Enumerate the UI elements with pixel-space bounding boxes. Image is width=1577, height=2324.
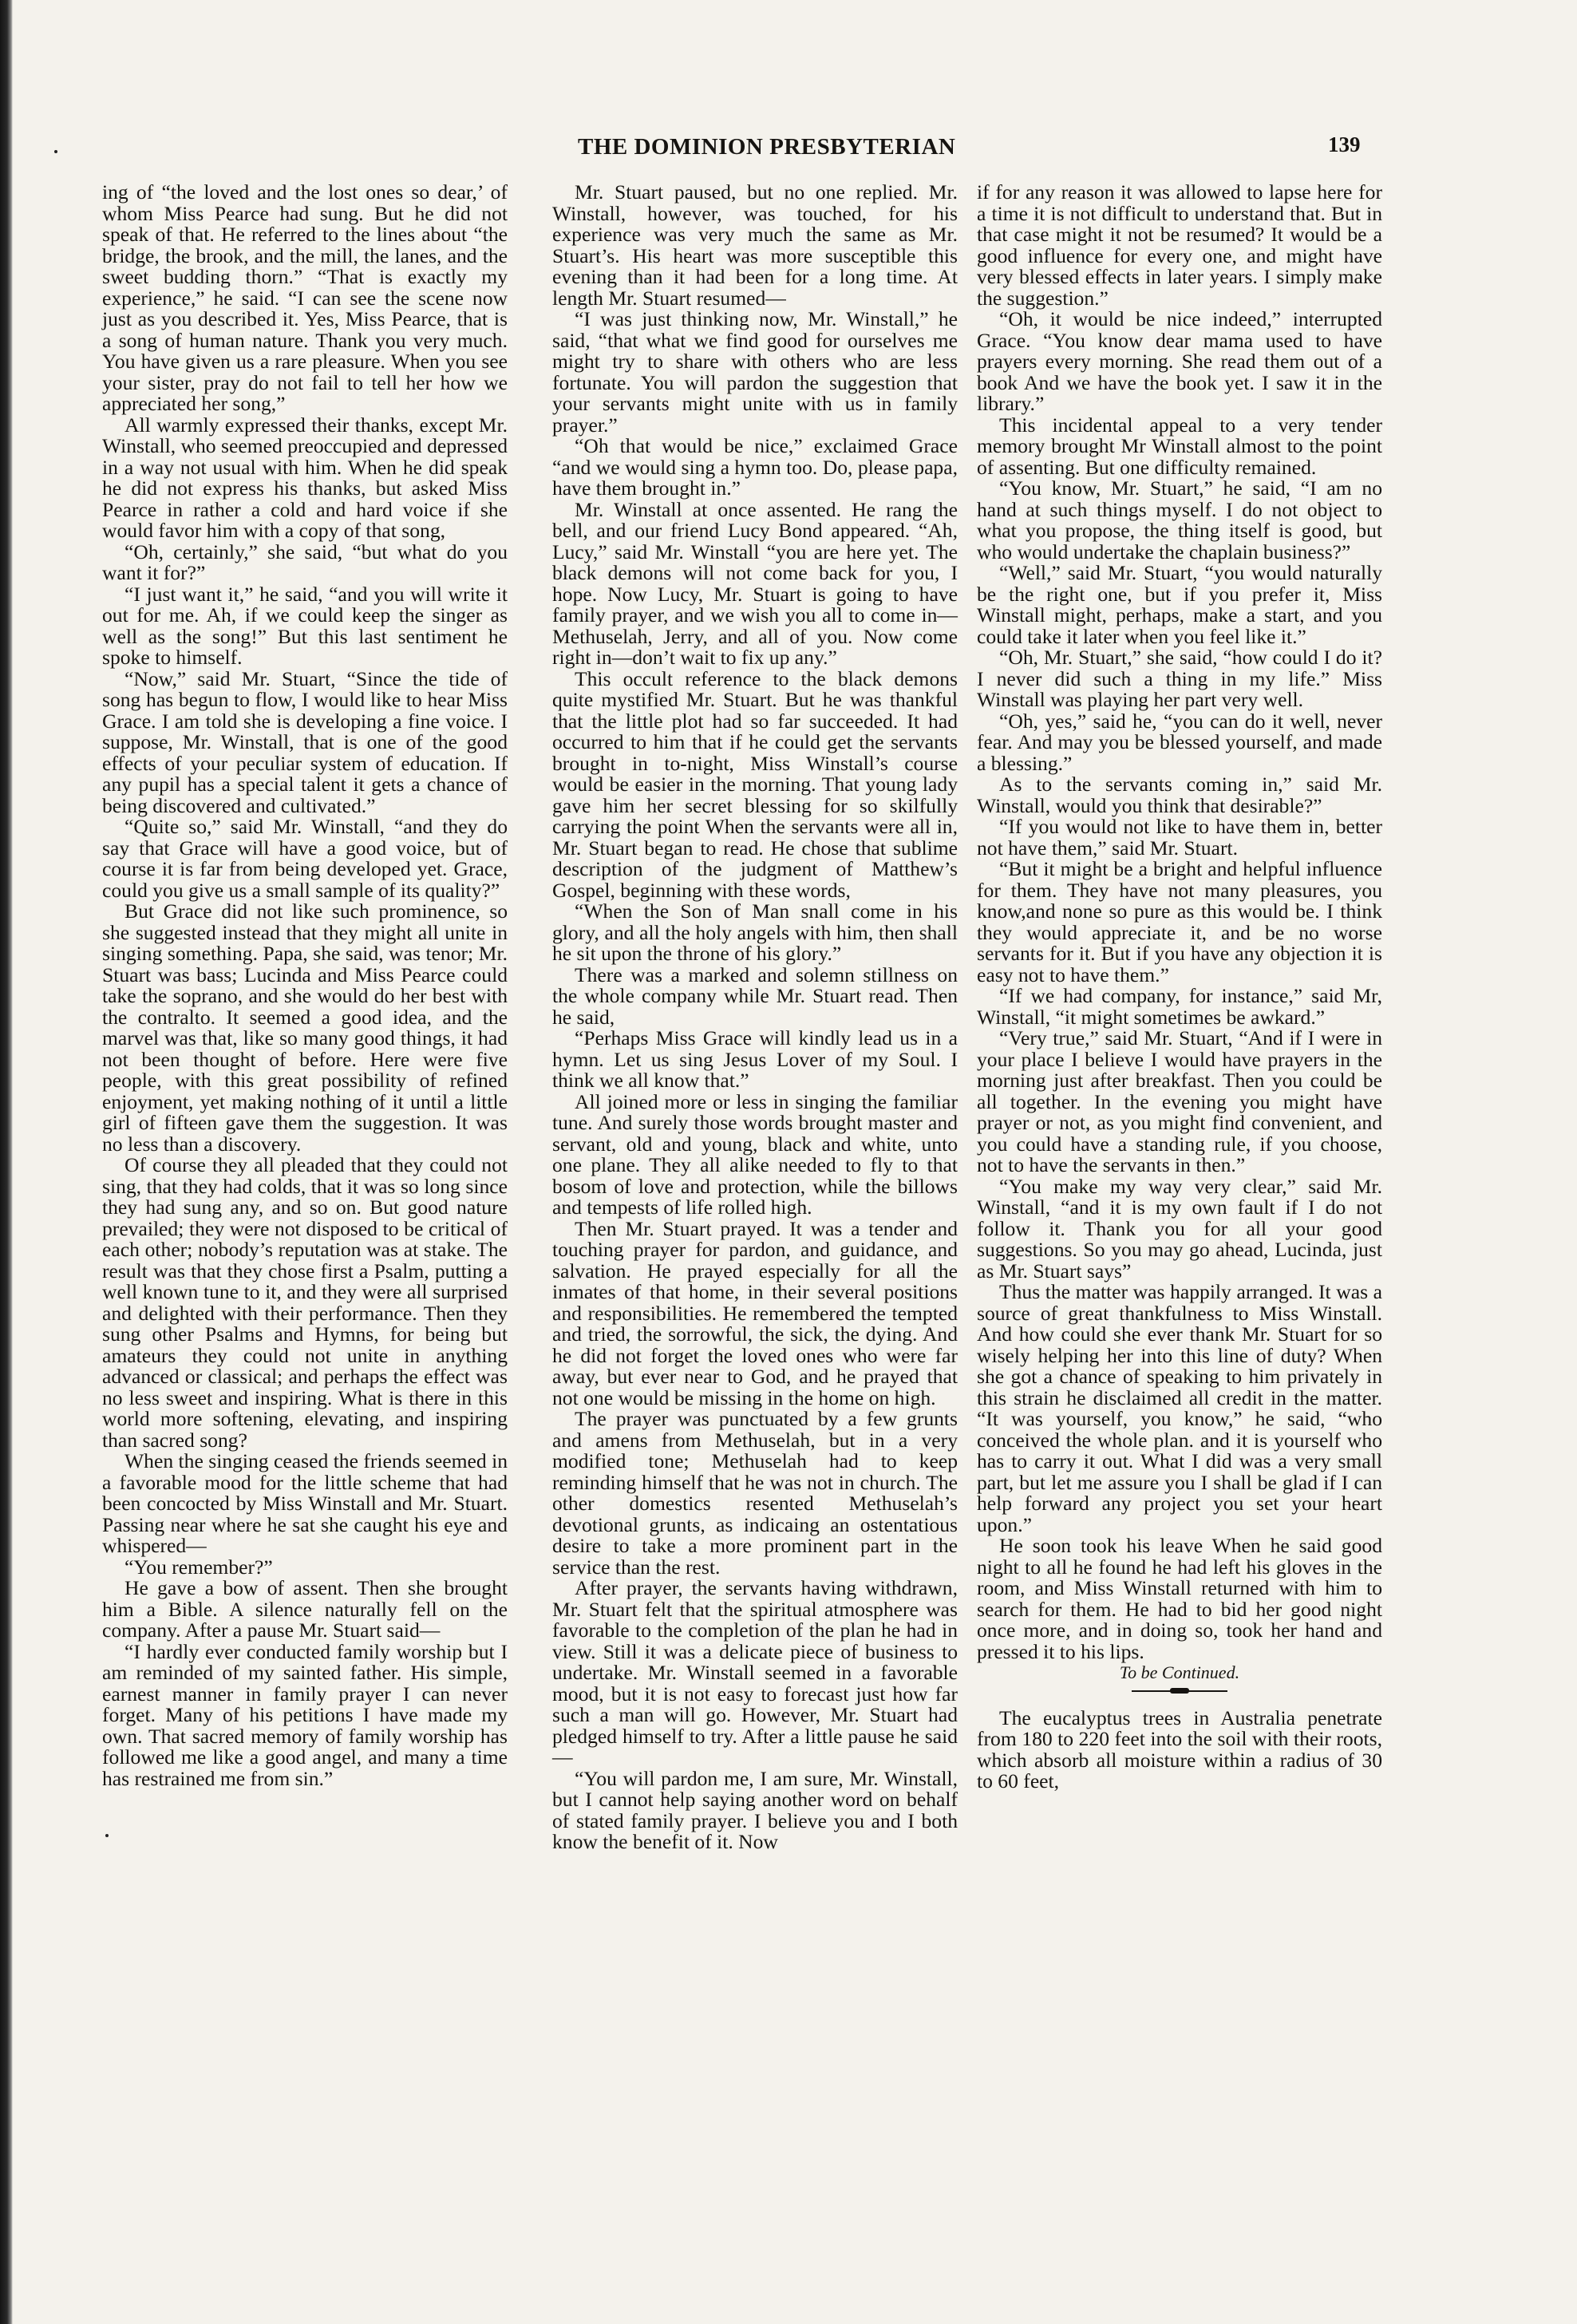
paragraph: “Well,” said Mr. Stuart, “you would naturally be the right one, but if you prefer it, Miss Winstall might, perhaps, make a start, and you could take it later when you feel like it.” — [977, 561, 1382, 648]
paragraph: ing of “the loved and the lost ones so dear,’ of whom Miss Pearce had sung. But he did not speak of that. He referred to the lines about “the bridge, the brook, and the mill, the lanes, and the sweet budding thorn.” “That is exactly my experience,” he said. “I can see the scene now just as you described it. Yes, Miss Pearce, that is a song of human nature. Thank you very much. You have given us a rare pleasure. When you see your sister, pray do not fail to tell her how we appreciated her song,” — [102, 180, 508, 415]
paragraph: Thus the matter was happily arranged. It was a source of great thankfulness to Miss Winstall. And how could she ever thank Mr. Stuart for so wisely helping her into this line of duty? When she got a chance of speaking to him privately in this strain he disclaimed all credit in the matter. “It was yourself, you know,” he said, “who conceived the whole plan. and it is yourself who has to carry it out. What I did was a very small part, but let me assure you I shall be glad if I can help forward any project you set your heart upon.” — [977, 1280, 1382, 1536]
paragraph: All joined more or less in singing the familiar tune. And surely those words brought master and servant, old and young, black and white, unto one plane. They all alike needed to fly to that bosom of love and protection, while the billows and tempests of life rolled high. — [552, 1089, 958, 1219]
paragraph: This occult reference to the black demons quite mystified Mr. Stuart. But he was thankful that the little plot had so far succeeded. It had occurred to him that if he could get the servants brought in to-night, Miss Winstall’s course would be easier in the morning. That young lady gave him her secret blessing for so skilfully carrying the point When the servants were all in, Mr. Stuart began to read. He chose that sublime description of the judgment of Matthew’s Gospel, beginning with these words, — [552, 666, 958, 902]
paragraph: “Oh, certainly,” she said, “but what do you want it for?” — [102, 540, 508, 584]
text-column-2 — [552, 182, 958, 1853]
paragraph: “Very true,” said Mr. Stuart, “And if I were in your place I believe I would have prayers in the morning just after breakfast. Then you could be all together. In the evening you might have prayer or not, as you might find convenient, and you could have a standing rule, if you choose, not to have the servants in then.” — [977, 1026, 1382, 1176]
paragraph: Mr. Stuart paused, but no one replied. Mr. Winstall, however, was touched, for his experience was very much the same as Mr. Stuart’s. His heart was more susceptible this evening than it had been for a long time. At length Mr. Stuart resumed— — [552, 180, 958, 310]
paragraph: “Perhaps Miss Grace will kindly lead us in a hymn. Let us sing Jesus Lover of my Soul. I think we all know that.” — [552, 1026, 958, 1092]
filler-note: The eucalyptus trees in Australia penetrate from 180 to 220 feet into the soil with their roots, which absorb all moisture within a radius of 30 to 60 feet, — [977, 1705, 1382, 1792]
ornamental-divider — [1132, 1687, 1227, 1695]
paragraph: Then Mr. Stuart prayed. It was a tender and touching prayer for pardon, and guidance, and salvation. He prayed especially for all the inmates of that home, in their several positions and responsibilities. He remembered the tempted and tried, the sorrowful, the sick, the dying. And he did not forget the loved ones who were far away, but ever near to God, and he prayed that not one would be missing in the home on high. — [552, 1216, 958, 1409]
page-gutter-shadow — [0, 0, 13, 2324]
paragraph: “I just want it,” he said, “and you will write it out for me. Ah, if we could keep the singer as well as the song!” But this last sentiment he spoke to himself. — [102, 582, 508, 669]
paragraph: “You remember?” — [125, 1555, 273, 1579]
paragraph: There was a marked and solemn stillness on the whole company while Mr. Stuart read. Then he said, — [552, 962, 958, 1029]
paragraph: “I was just thinking now, Mr. Winstall,” he said, “that what we find good for ourselves me might try to share with others who are less fortunate. You will pardon the suggestion that your servants might unite with us in family prayer.” — [552, 307, 958, 437]
paragraph: “Oh, it would be nice indeed,” interrupted Grace. “You know dear mama used to have prayers every morning. She read them out of a book And we have the book yet. I saw it in the library.” — [977, 307, 1382, 415]
paragraph: He soon took his leave When he said good night to all he found he had left his gloves in the room, and Miss Winstall returned with him to search for them. He had to bid her good night once more, and in doing so, took her hand and pressed it to his lips. — [977, 1534, 1382, 1663]
ink-speck — [105, 1834, 109, 1837]
page-header — [184, 134, 1421, 182]
paragraph: “If we had company, for instance,” said Mr, Winstall, “it might sometimes be awkard.” — [977, 984, 1382, 1029]
paragraph: “I hardly ever conducted family worship but I am reminded of my sainted father. His simple, earnest manner in family prayer I can never forget. Many of his petitions I have made my own. That sacred memory of family worship has followed me like a good angel, and many a time has restrained me from sin.” — [102, 1639, 508, 1790]
paragraph: But Grace did not like such prominence, so she suggested instead that they might all unite in singing something. Papa, she said, was tenor; Mr. Stuart was bass; Lucinda and Miss Pearce could take the soprano, and she would do her best with the contralto. It seemed a good idea, and the marvel was that, like so many good things, it had not been thought of before. Here were five people, with this great possibility of refined enjoyment, yet making nothing of it until a little girl of fifteen gave them the suggestion. It was no less than a discovery. — [102, 899, 508, 1156]
paragraph: The prayer was punctuated by a few grunts and amens from Methuselah, but in a very modified tone; Methuselah had to keep reminding himself that he was not in church. The other domestics resented Methuselah’s devotional grunts, as indicaing an ostentatious desire to take a more prominent part in the service than the rest. — [552, 1407, 958, 1579]
paragraph: “You make my way very clear,” said Mr. Winstall, “and it is my own fault if I do not follow it. Thank you for all your good suggestions. So you may go ahead, Lucinda, just as Mr. Stuart says” — [977, 1174, 1382, 1283]
text-column-1 — [102, 182, 508, 1789]
page-number: 139 — [1328, 132, 1361, 156]
paragraph: Of course they all pleaded that they could not sing, that they had colds, that it was so long since they had sung any, and so on. But good nature prevailed; they were not disposed to be critical of each other; nobody’s reputation was at stake. The result was that they chose first a Psalm, putting a well known tune to it, and they were all surprised and delighted with their performance. Then they sung other Psalms and Hymns, for being but amateurs they could not unite in anything advanced or classical; and perhaps the effect was no less sweet and inspiring. What is there in this world more softening, elevating, and inspiring than sacred song? — [102, 1153, 508, 1452]
paragraph: “Oh, Mr. Stuart,” she said, “how could I do it? I never did such a thing in my life.” Miss Winstall was playing her part very well. — [977, 646, 1382, 711]
paragraph: “If you would not like to have them in, better not have them,” said Mr. Stuart. — [977, 815, 1382, 860]
publication-title: THE DOMINION PRESBYTERIAN — [578, 134, 956, 160]
paragraph: When the singing ceased the friends seemed in a favorable mood for the little scheme that had been concocted by Miss Winstall and Mr. Stuart. Passing near where he sat she caught his eye and whispered— — [102, 1449, 508, 1557]
paragraph: “You know, Mr. Stuart,” he said, “I am no hand at such things myself. I do not object to what you propose, the thing itself is good, but who would undertake the chaplain business?” — [977, 476, 1382, 563]
paragraph: “But it might be a bright and helpful influence for them. They have not many pleasures, you know,and none so pure as this would be. I think they would appreciate it, and be no worse servants for it. But if you have any objection it is easy not to have them.” — [977, 857, 1382, 986]
paragraph: “When the Son of Man snall come in his glory, and all the holy angels with him, then shall he sit upon the throne of his glory.” — [552, 899, 958, 965]
paragraph: “Quite so,” said Mr. Winstall, “and they do say that Grace will have a good voice, but of course it is far from being developed yet. Grace, could you give us a small sample of its quality?” — [102, 815, 508, 902]
paragraph: After prayer, the servants having withdrawn, Mr. Stuart felt that the spiritual atmosphere was favorable to the completion of the plan he had in view. Still it was a delicate piece of business to undertake. Mr. Winstall seemed in a favorable mood, but it is not easy to forecast just how far such a man will go. However, Mr. Stuart had pledged himself to try. After a little pause he said— — [552, 1576, 958, 1769]
to-be-continued-note: To be Continued. — [1119, 1662, 1240, 1682]
paragraph: He gave a bow of assent. Then she brought him a Bible. A silence naturally fell on the company. After a pause Mr. Stuart said— — [102, 1576, 508, 1642]
paragraph: All warmly expressed their thanks, except Mr. Winstall, who seemed preoccupied and depressed in a way not usual with him. When he did speak he did not express his thanks, but asked Miss Pearce in rather a cold and hard voice if she would favor him with a copy of that song, — [102, 413, 508, 542]
paragraph: This incidental appeal to a very tender memory brought Mr Winstall almost to the point of assenting. But one difficulty remained. — [977, 413, 1382, 479]
paragraph: “Now,” said Mr. Stuart, “Since the tide of song has begun to flow, I would like to hear Miss Grace. I am told she is developing a fine voice. I suppose, Mr. Winstall, that is one of the good effects of your peculiar system of education. If any pupil has a special talent it gets a chance of being discovered and cultivated.” — [102, 666, 508, 817]
paragraph: “You will pardon me, I am sure, Mr. Winstall, but I cannot help saying another word on behalf of stated family prayer. I believe you and I both know the benefit of it. Now — [552, 1766, 958, 1853]
paragraph: if for any reason it was allowed to lapse here for a time it is not difficult to understand that. But in that case might it not be resumed? It would be a good influence for every one, and might have very blessed effects in later years. I simply make the suggestion.” — [977, 180, 1382, 310]
paragraph: As to the servants coming in,” said Mr. Winstall, would you think that desirable?” — [977, 773, 1382, 817]
paragraph: “Oh that would be nice,” exclaimed Grace “and we would sing a hymn too. Do, please papa, have them brought in.” — [552, 434, 958, 500]
paragraph: Mr. Winstall at once assented. He rang the bell, and our friend Lucy Bond appeared. “Ah, Lucy,” said Mr. Winstall “you are here yet. The black demons will not come back for you, I hope. Now Lucy, Mr. Stuart is going to have family prayer, and we wish you all to come in—Methuselah, Jerry, and all of you. Now come right in—don’t wait to fix up any.” — [552, 497, 958, 669]
paragraph: “Oh, yes,” said he, “you can do it well, never fear. And may you be blessed yourself, and made a blessing.” — [977, 709, 1382, 775]
ink-speck — [54, 150, 57, 153]
text-column-3 — [977, 182, 1382, 1792]
